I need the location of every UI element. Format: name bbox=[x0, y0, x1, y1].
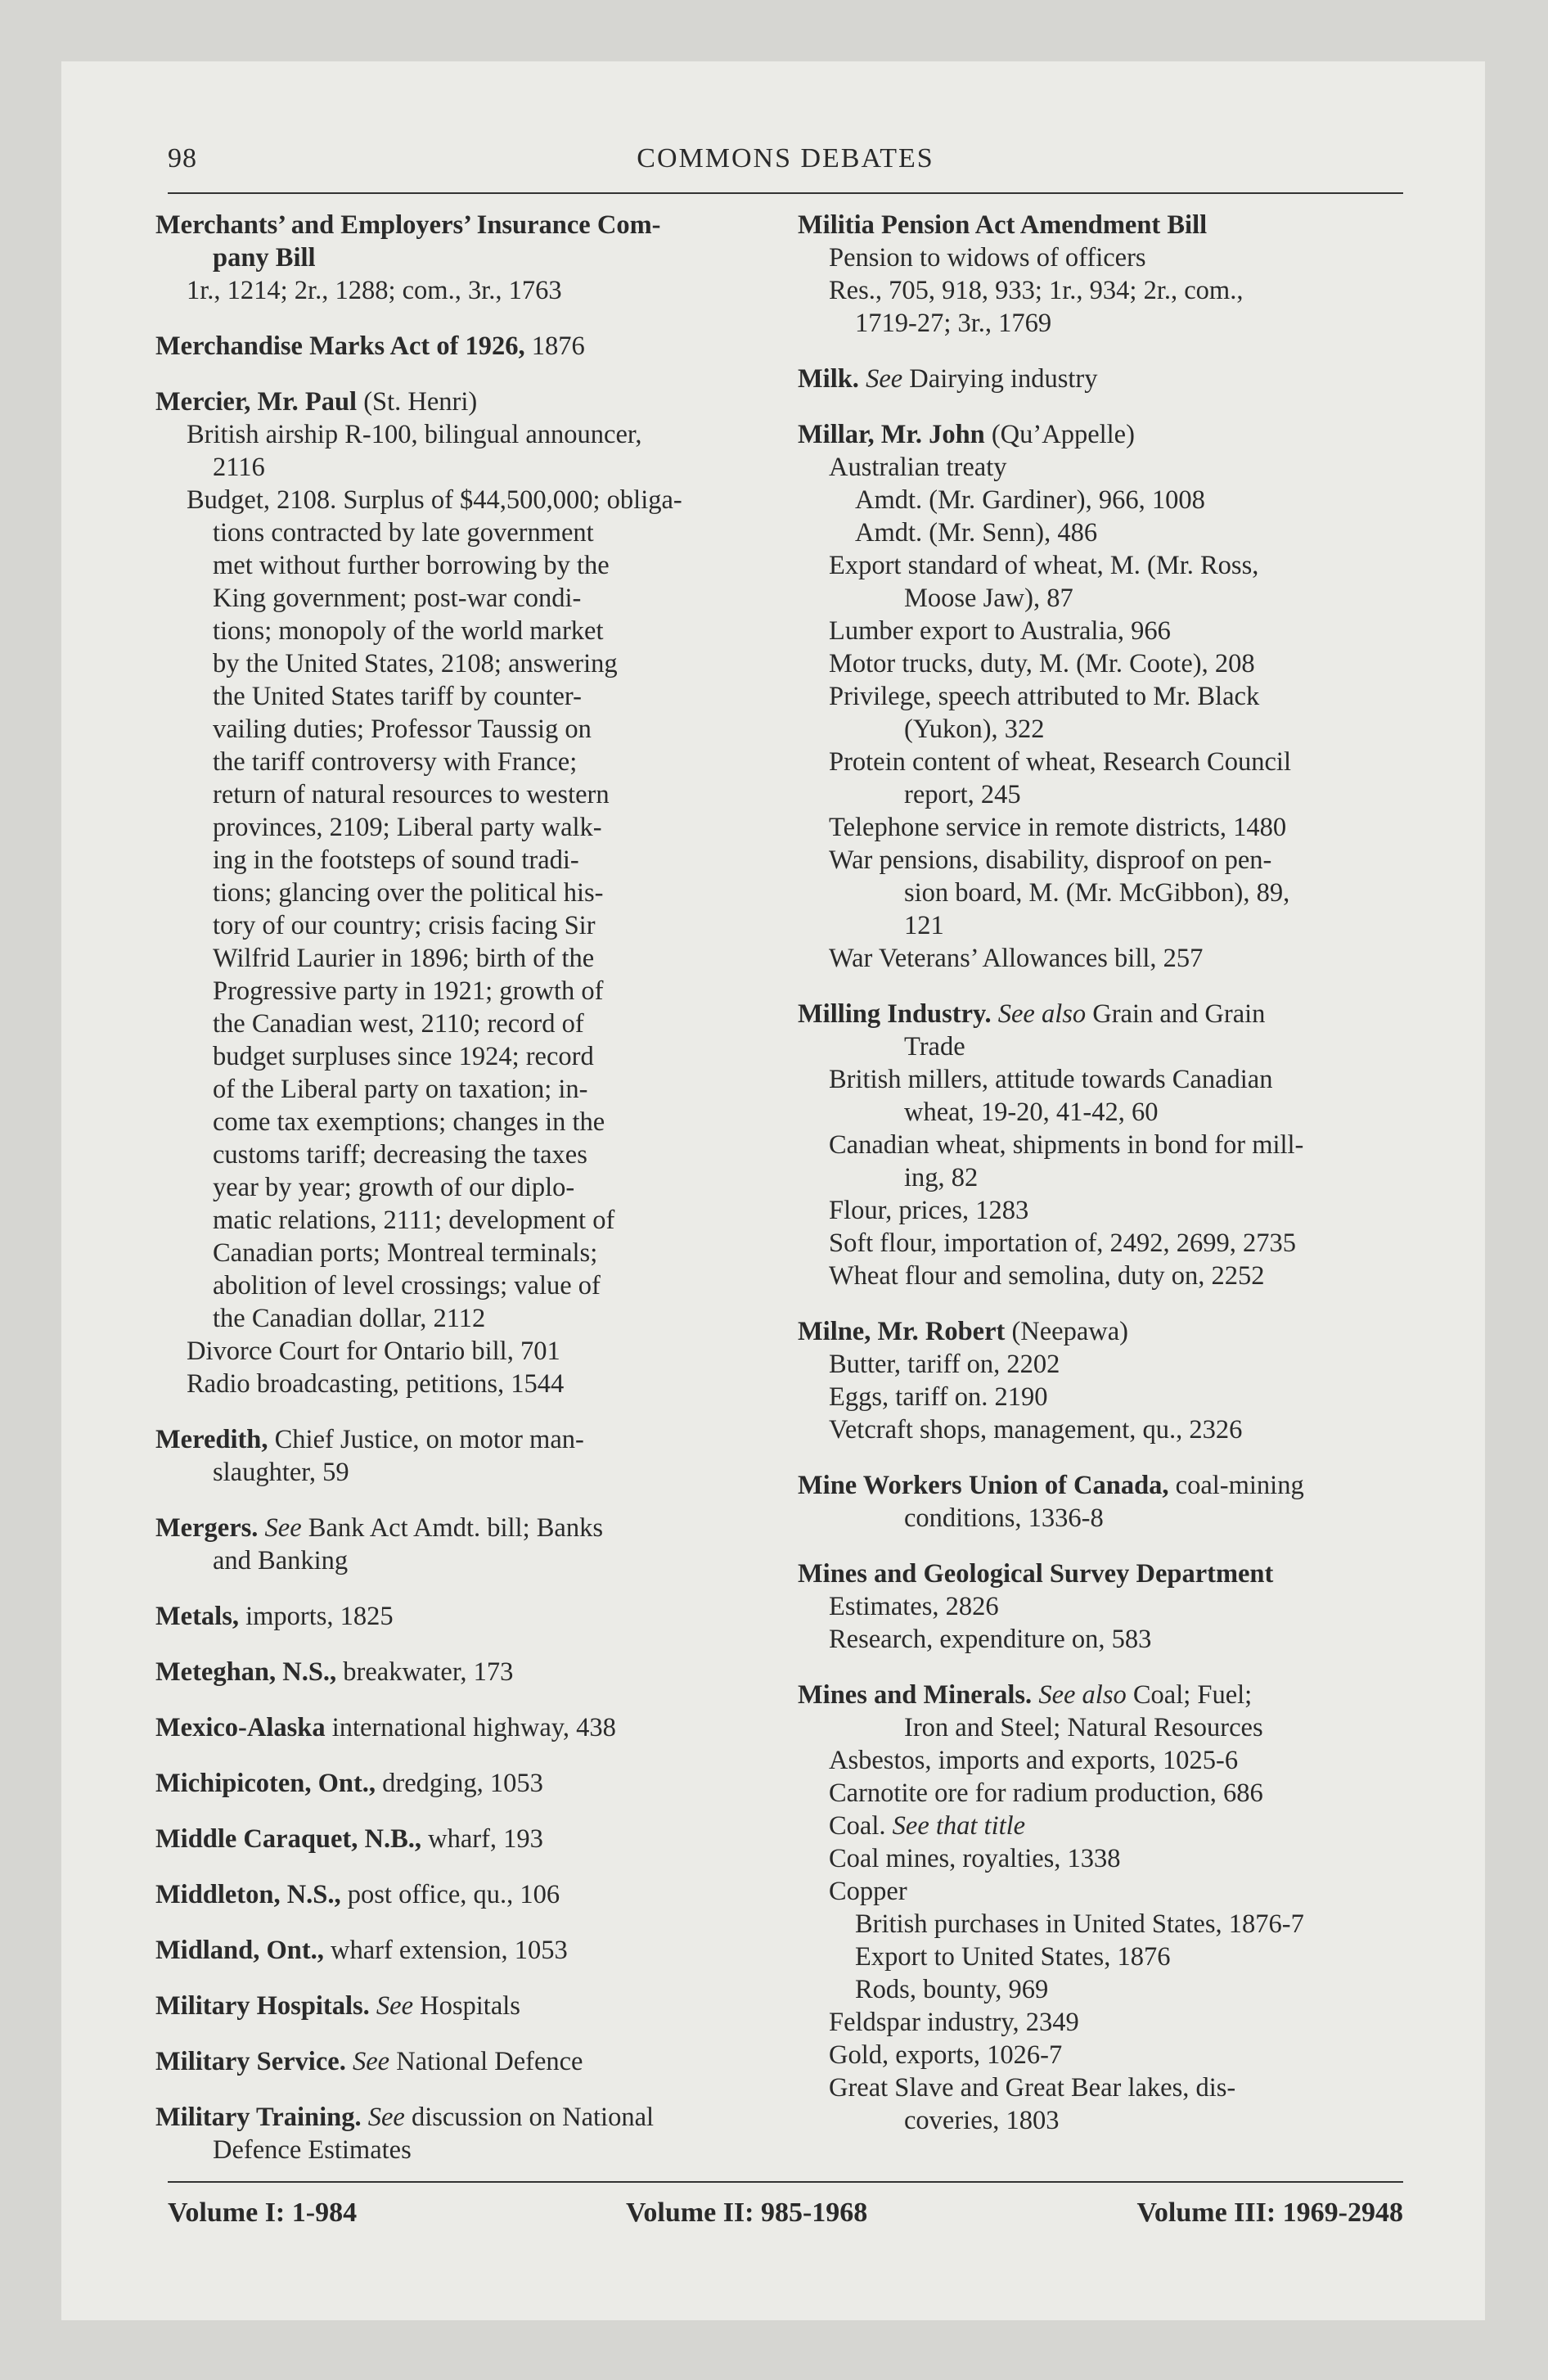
entry-text: Export standard of wheat, M. (Mr. Ross, bbox=[829, 551, 1259, 580]
entry-line bbox=[798, 2006, 1403, 2039]
entry-text: report, 245 bbox=[904, 780, 1021, 809]
entry-heading-text: Midland, Ont., bbox=[155, 1936, 324, 1965]
entry-heading-line bbox=[798, 1557, 1403, 1590]
index-entry bbox=[798, 363, 1403, 395]
entry-text: ing, 82 bbox=[904, 1163, 979, 1192]
entry-heading-line bbox=[798, 998, 1403, 1030]
entry-line bbox=[155, 680, 773, 713]
entry-text: British millers, attitude towards Canadian bbox=[829, 1065, 1273, 1094]
entry-text: Hospitals bbox=[413, 1991, 520, 2021]
entry-line bbox=[798, 2104, 1403, 2137]
entry-text: (Neepawa) bbox=[1005, 1317, 1128, 1346]
page-header bbox=[168, 143, 1403, 194]
index-entry bbox=[155, 1600, 773, 1633]
entry-text: Chief Justice, on motor man- bbox=[268, 1425, 584, 1454]
index-entry bbox=[155, 2045, 773, 2078]
entry-line bbox=[798, 1260, 1403, 1292]
entry-heading-line bbox=[155, 1767, 773, 1800]
index-entry bbox=[798, 418, 1403, 975]
entry-text: Great Slave and Great Bear lakes, dis- bbox=[829, 2073, 1236, 2103]
index-entry bbox=[155, 1767, 773, 1800]
entry-text: met without further borrowing by the bbox=[213, 551, 610, 580]
index-entry bbox=[798, 1469, 1403, 1535]
entry-heading-text: Mexico-Alaska bbox=[155, 1713, 326, 1742]
entry-text: Moose Jaw), 87 bbox=[904, 584, 1073, 613]
page-footer bbox=[168, 2181, 1403, 2228]
entry-line bbox=[155, 1269, 773, 1302]
entry-line bbox=[798, 1941, 1403, 1973]
entry-heading-line bbox=[155, 1656, 773, 1688]
entry-line bbox=[155, 975, 773, 1007]
entry-text: tions; glancing over the political his- bbox=[213, 878, 604, 908]
entry-line bbox=[798, 484, 1403, 516]
entry-heading-text: Milne, Mr. Robert bbox=[798, 1317, 1006, 1346]
entry-text: 1r., 1214; 2r., 1288; com., 3r., 1763 bbox=[187, 276, 562, 305]
entry-text: Australian treaty bbox=[829, 453, 1007, 482]
entry-line bbox=[155, 582, 773, 615]
index-entry bbox=[155, 1990, 773, 2022]
entry-text: Flour, prices, 1283 bbox=[829, 1196, 1029, 1225]
entry-line bbox=[798, 1810, 1403, 1842]
entry-line bbox=[798, 1161, 1403, 1194]
entry-text: matic relations, 2111; development of bbox=[213, 1206, 615, 1235]
cross-reference-text: See that title bbox=[892, 1811, 1026, 1841]
entry-text: imports, 1825 bbox=[238, 1602, 394, 1631]
entry-line bbox=[798, 307, 1403, 340]
entry-heading-text: Millar, Mr. John bbox=[798, 420, 985, 449]
entry-line bbox=[798, 1030, 1403, 1063]
entry-text: Rods, bounty, 969 bbox=[855, 1975, 1049, 2004]
entry-line bbox=[798, 942, 1403, 975]
index-entry bbox=[155, 1512, 773, 1577]
entry-text: wharf extension, 1053 bbox=[323, 1936, 568, 1965]
entry-line bbox=[798, 1908, 1403, 1941]
entry-text: sion board, M. (Mr. McGibbon), 89, bbox=[904, 878, 1290, 908]
entry-line bbox=[155, 241, 773, 274]
entry-text: Research, expenditure on, 583 bbox=[829, 1625, 1152, 1654]
index-entry bbox=[155, 1878, 773, 1911]
entry-heading-text: Michipicoten, Ont., bbox=[155, 1769, 376, 1798]
entry-line bbox=[798, 811, 1403, 844]
cross-reference-text: See also bbox=[1038, 1680, 1127, 1710]
entry-text: return of natural resources to western bbox=[213, 780, 610, 809]
entry-text: Vetcraft shops, management, qu., 2326 bbox=[829, 1415, 1243, 1445]
index-entry bbox=[798, 1679, 1403, 2137]
entry-text: (St. Henri) bbox=[357, 387, 478, 417]
entry-line bbox=[798, 274, 1403, 307]
entry-text: Radio broadcasting, petitions, 1544 bbox=[187, 1369, 565, 1399]
entry-text: Canadian wheat, shipments in bond for mill- bbox=[829, 1130, 1304, 1160]
volume-3-range: Volume III: 1969-2948 bbox=[1136, 2197, 1403, 2228]
entry-text: Defence Estimates bbox=[213, 2135, 412, 2165]
entry-text: international highway, 438 bbox=[325, 1713, 616, 1742]
entry-text: coveries, 1803 bbox=[904, 2106, 1060, 2135]
entry-heading-text: Militia Pension Act Amendment Bill bbox=[798, 210, 1208, 240]
entry-text bbox=[258, 1513, 264, 1543]
entry-heading-text: Meredith, bbox=[155, 1425, 268, 1454]
cross-reference-text: See bbox=[264, 1513, 302, 1543]
entry-text: Trade bbox=[904, 1032, 965, 1062]
entry-line bbox=[155, 1204, 773, 1237]
entry-text: (Qu’Appelle) bbox=[984, 420, 1135, 449]
entry-heading-line bbox=[798, 1315, 1403, 1348]
entry-line bbox=[798, 1227, 1403, 1260]
index-column-right bbox=[798, 209, 1403, 2160]
entry-text bbox=[992, 999, 998, 1029]
entry-text: Pension to widows of officers bbox=[829, 243, 1146, 273]
entry-line bbox=[798, 516, 1403, 549]
entry-text: tory of our country; crisis facing Sir bbox=[213, 911, 596, 940]
entry-line bbox=[155, 1237, 773, 1269]
entry-text: Asbestos, imports and exports, 1025-6 bbox=[829, 1746, 1239, 1775]
entry-text: 121 bbox=[904, 911, 944, 940]
entry-text: Protein content of wheat, Research Council bbox=[829, 747, 1291, 777]
entry-line bbox=[155, 1456, 773, 1489]
volume-2-range: Volume II: 985-1968 bbox=[626, 2197, 868, 2228]
entry-text: Dairying industry bbox=[902, 364, 1098, 394]
entry-text: tions; monopoly of the world market bbox=[213, 616, 604, 646]
entry-text bbox=[346, 2047, 353, 2076]
entry-line bbox=[798, 241, 1403, 274]
entry-line bbox=[155, 615, 773, 647]
index-column-left bbox=[155, 209, 773, 2189]
entry-text: slaughter, 59 bbox=[213, 1458, 349, 1487]
entry-text: conditions, 1336-8 bbox=[904, 1503, 1104, 1533]
entry-text: discussion on National bbox=[404, 2103, 655, 2132]
entry-line bbox=[798, 1381, 1403, 1413]
entry-line bbox=[155, 713, 773, 746]
entry-text: War pensions, disability, disproof on pen- bbox=[829, 845, 1272, 875]
entry-heading-text: Milk. bbox=[798, 364, 859, 394]
entry-heading-line bbox=[798, 1679, 1403, 1711]
entry-text: Bank Act Amdt. bill; Banks bbox=[301, 1513, 603, 1543]
entry-text: Lumber export to Australia, 966 bbox=[829, 616, 1171, 646]
entry-heading-line bbox=[155, 1990, 773, 2022]
page bbox=[61, 61, 1485, 2320]
entry-text: Iron and Steel; Natural Resources bbox=[904, 1713, 1263, 1742]
entry-heading-line bbox=[155, 1711, 773, 1744]
entry-line bbox=[798, 746, 1403, 778]
entry-text bbox=[859, 364, 866, 394]
entry-line bbox=[798, 680, 1403, 713]
entry-text: (Yukon), 322 bbox=[904, 714, 1045, 744]
entry-line bbox=[798, 778, 1403, 811]
entry-line bbox=[155, 647, 773, 680]
page-number: 98 bbox=[168, 143, 197, 174]
entry-heading-line bbox=[155, 1423, 773, 1456]
entry-heading-line bbox=[155, 2045, 773, 2078]
entry-text: British purchases in United States, 1876-7 bbox=[855, 1909, 1304, 1939]
entry-heading-text: Military Training. bbox=[155, 2103, 362, 2132]
entry-text: 2116 bbox=[213, 453, 265, 482]
entry-text: the United States tariff by counter- bbox=[213, 682, 582, 711]
entry-text: and Banking bbox=[213, 1546, 349, 1575]
entry-heading-line bbox=[155, 330, 773, 363]
entry-text: Eggs, tariff on. 2190 bbox=[829, 1382, 1048, 1412]
index-entry bbox=[155, 1823, 773, 1855]
entry-line bbox=[798, 1590, 1403, 1623]
entry-text: of the Liberal party on taxation; in- bbox=[213, 1075, 588, 1104]
entry-text: Grain and Grain bbox=[1086, 999, 1266, 1029]
entry-text: customs tariff; decreasing the taxes bbox=[213, 1140, 587, 1170]
entry-heading-text: Merchandise Marks Act of 1926, bbox=[155, 331, 525, 361]
entry-line bbox=[798, 909, 1403, 942]
entry-heading-line bbox=[155, 209, 773, 241]
entry-text: King government; post-war condi- bbox=[213, 584, 582, 613]
entry-line bbox=[798, 1194, 1403, 1227]
entry-line bbox=[155, 1335, 773, 1368]
entry-line bbox=[798, 1777, 1403, 1810]
entry-text: breakwater, 173 bbox=[336, 1657, 514, 1687]
entry-text: 1876 bbox=[524, 331, 585, 361]
entry-line bbox=[798, 1744, 1403, 1777]
entry-line bbox=[155, 909, 773, 942]
entry-text: Soft flour, importation of, 2492, 2699, 2735 bbox=[829, 1228, 1297, 1258]
entry-text: the tariff controversy with France; bbox=[213, 747, 578, 777]
entry-line bbox=[155, 1007, 773, 1040]
entry-heading-line bbox=[155, 1600, 773, 1633]
entry-text bbox=[362, 2103, 368, 2132]
entry-heading-line bbox=[155, 2101, 773, 2134]
entry-line bbox=[155, 1171, 773, 1204]
entry-text: British airship R-100, bilingual announcer, bbox=[187, 420, 642, 449]
cross-reference-text: See bbox=[352, 2047, 390, 2076]
entry-text: abolition of level crossings; value of bbox=[213, 1271, 601, 1300]
entry-line bbox=[798, 844, 1403, 877]
entry-line bbox=[798, 1973, 1403, 2006]
entry-text: the Canadian west, 2110; record of bbox=[213, 1009, 584, 1039]
entry-text: National Defence bbox=[389, 2047, 583, 2076]
entry-text: come tax exemptions; changes in the bbox=[213, 1107, 605, 1137]
entry-heading-line bbox=[798, 209, 1403, 241]
entry-line bbox=[155, 942, 773, 975]
entry-line bbox=[155, 1138, 773, 1171]
entry-text: Estimates, 2826 bbox=[829, 1592, 999, 1621]
index-entry bbox=[155, 2101, 773, 2166]
entry-heading-text: Milling Industry. bbox=[798, 999, 992, 1029]
entry-text: tions contracted by late government bbox=[213, 518, 594, 548]
entry-heading-text: Mines and Geological Survey Department bbox=[798, 1559, 1274, 1589]
entry-text: Gold, exports, 1026-7 bbox=[829, 2040, 1063, 2070]
entry-text: Motor trucks, duty, M. (Mr. Coote), 208 bbox=[829, 649, 1255, 678]
entry-heading-text: Mercier, Mr. Paul bbox=[155, 387, 358, 417]
entry-line bbox=[798, 1063, 1403, 1096]
entry-heading-line bbox=[798, 363, 1403, 395]
entry-text: vailing duties; Professor Taussig on bbox=[213, 714, 592, 744]
entry-line bbox=[798, 549, 1403, 582]
entry-line bbox=[798, 2039, 1403, 2071]
entry-text: wheat, 19-20, 41-42, 60 bbox=[904, 1098, 1159, 1127]
entry-line bbox=[798, 1502, 1403, 1535]
entry-text: Coal. bbox=[829, 1811, 893, 1841]
index-entry bbox=[798, 209, 1403, 340]
cross-reference-text: See bbox=[866, 364, 903, 394]
entry-line bbox=[155, 811, 773, 844]
entry-text: Feldspar industry, 2349 bbox=[829, 2008, 1079, 2037]
entry-text: Progressive party in 1921; growth of bbox=[213, 976, 604, 1006]
entry-line bbox=[155, 516, 773, 549]
entry-text: Coal mines, royalties, 1338 bbox=[829, 1844, 1121, 1873]
entry-line bbox=[155, 746, 773, 778]
entry-text: Wilfrid Laurier in 1896; birth of the bbox=[213, 944, 595, 973]
entry-line bbox=[798, 615, 1403, 647]
entry-heading-line bbox=[155, 385, 773, 418]
entry-line bbox=[155, 2134, 773, 2166]
entry-text: Privilege, speech attributed to Mr. Black bbox=[829, 682, 1260, 711]
index-entry bbox=[155, 209, 773, 307]
entry-line bbox=[798, 1413, 1403, 1446]
entry-heading-text: Mine Workers Union of Canada, bbox=[798, 1471, 1169, 1500]
entry-line bbox=[798, 1711, 1403, 1744]
index-entry bbox=[155, 1934, 773, 1967]
entry-heading-line bbox=[155, 1934, 773, 1967]
entry-heading-text: Middleton, N.S., bbox=[155, 1880, 341, 1909]
entry-text: provinces, 2109; Liberal party walk- bbox=[213, 813, 602, 842]
entry-text: Amdt. (Mr. Gardiner), 966, 1008 bbox=[855, 485, 1205, 515]
entry-line bbox=[798, 877, 1403, 909]
index-entry bbox=[155, 330, 773, 363]
entry-text: the Canadian dollar, 2112 bbox=[213, 1304, 486, 1333]
entry-text: Coal; Fuel; bbox=[1126, 1680, 1253, 1710]
entry-line bbox=[155, 1544, 773, 1577]
entry-text: 1719-27; 3r., 1769 bbox=[855, 309, 1052, 338]
entry-line bbox=[798, 582, 1403, 615]
entry-heading-text: Middle Caraquet, N.B., bbox=[155, 1824, 421, 1854]
entry-text: coal-mining bbox=[1168, 1471, 1304, 1500]
entry-text: Divorce Court for Ontario bill, 701 bbox=[187, 1336, 560, 1366]
entry-heading-line bbox=[155, 1823, 773, 1855]
entry-line bbox=[155, 1106, 773, 1138]
index-entry bbox=[155, 1656, 773, 1688]
entry-text: War Veterans’ Allowances bill, 257 bbox=[829, 944, 1204, 973]
index-entry bbox=[798, 1557, 1403, 1656]
entry-heading-line bbox=[155, 1512, 773, 1544]
index-entry bbox=[155, 1423, 773, 1489]
entry-text: by the United States, 2108; answering bbox=[213, 649, 618, 678]
entry-line bbox=[798, 647, 1403, 680]
entry-line bbox=[798, 2071, 1403, 2104]
entry-text: Butter, tariff on, 2202 bbox=[829, 1350, 1060, 1379]
running-head: COMMONS DEBATES bbox=[637, 143, 934, 174]
entry-heading-text: Merchants’ and Employers’ Insurance Com- bbox=[155, 210, 661, 240]
entry-line bbox=[798, 1875, 1403, 1908]
entry-text: Canadian ports; Montreal terminals; bbox=[213, 1238, 598, 1268]
entry-line bbox=[798, 1348, 1403, 1381]
entry-line bbox=[798, 1129, 1403, 1161]
entry-line bbox=[798, 1842, 1403, 1875]
entry-text: budget surpluses since 1924; record bbox=[213, 1042, 594, 1071]
entry-text: wharf, 193 bbox=[421, 1824, 543, 1854]
entry-line bbox=[155, 844, 773, 877]
volume-1-range: Volume I: 1-984 bbox=[168, 2197, 358, 2228]
entry-text: Export to United States, 1876 bbox=[855, 1942, 1171, 1972]
entry-heading-text: Military Service. bbox=[155, 2047, 346, 2076]
entry-line bbox=[155, 274, 773, 307]
entry-text: Wheat flour and semolina, duty on, 2252 bbox=[829, 1261, 1265, 1291]
index-entry bbox=[155, 1711, 773, 1744]
entry-text: Res., 705, 918, 933; 1r., 934; 2r., com., bbox=[829, 276, 1244, 305]
index-entry bbox=[155, 385, 773, 1400]
entry-line bbox=[155, 778, 773, 811]
entry-line bbox=[155, 484, 773, 516]
entry-line bbox=[155, 877, 773, 909]
entry-line bbox=[798, 451, 1403, 484]
entry-text: Copper bbox=[829, 1877, 907, 1906]
entry-line bbox=[798, 713, 1403, 746]
entry-heading-text: pany Bill bbox=[213, 243, 316, 273]
entry-heading-text: Meteghan, N.S., bbox=[155, 1657, 337, 1687]
entry-line bbox=[155, 549, 773, 582]
entry-line bbox=[798, 1623, 1403, 1656]
cross-reference-text: See also bbox=[997, 999, 1087, 1029]
entry-heading-line bbox=[798, 1469, 1403, 1502]
entry-line bbox=[155, 418, 773, 451]
entry-line bbox=[155, 1368, 773, 1400]
entry-text: ing in the footsteps of sound tradi- bbox=[213, 845, 579, 875]
entry-line bbox=[155, 1040, 773, 1073]
entry-heading-text: Metals, bbox=[155, 1602, 239, 1631]
cross-reference-text: See bbox=[367, 2103, 405, 2132]
entry-text: dredging, 1053 bbox=[376, 1769, 543, 1798]
entry-text: Carnotite ore for radium production, 686 bbox=[829, 1778, 1263, 1808]
entry-heading-line bbox=[155, 1878, 773, 1911]
entry-heading-text: Military Hospitals. bbox=[155, 1991, 370, 2021]
cross-reference-text: See bbox=[376, 1991, 414, 2021]
entry-line bbox=[155, 451, 773, 484]
entry-heading-text: Mergers. bbox=[155, 1513, 259, 1543]
entry-line bbox=[155, 1073, 773, 1106]
entry-text: Telephone service in remote districts, 1480 bbox=[829, 813, 1287, 842]
entry-text: Budget, 2108. Surplus of $44,500,000; obliga- bbox=[187, 485, 682, 515]
entry-text: year by year; growth of our diplo- bbox=[213, 1173, 575, 1202]
index-entry bbox=[798, 1315, 1403, 1446]
entry-line bbox=[155, 1302, 773, 1335]
entry-text: Amdt. (Mr. Senn), 486 bbox=[855, 518, 1098, 548]
index-entry bbox=[798, 998, 1403, 1292]
entry-text: post office, qu., 106 bbox=[340, 1880, 560, 1909]
entry-heading-line bbox=[798, 418, 1403, 451]
entry-line bbox=[798, 1096, 1403, 1129]
entry-text bbox=[370, 1991, 376, 2021]
entry-heading-text: Mines and Minerals. bbox=[798, 1680, 1033, 1710]
